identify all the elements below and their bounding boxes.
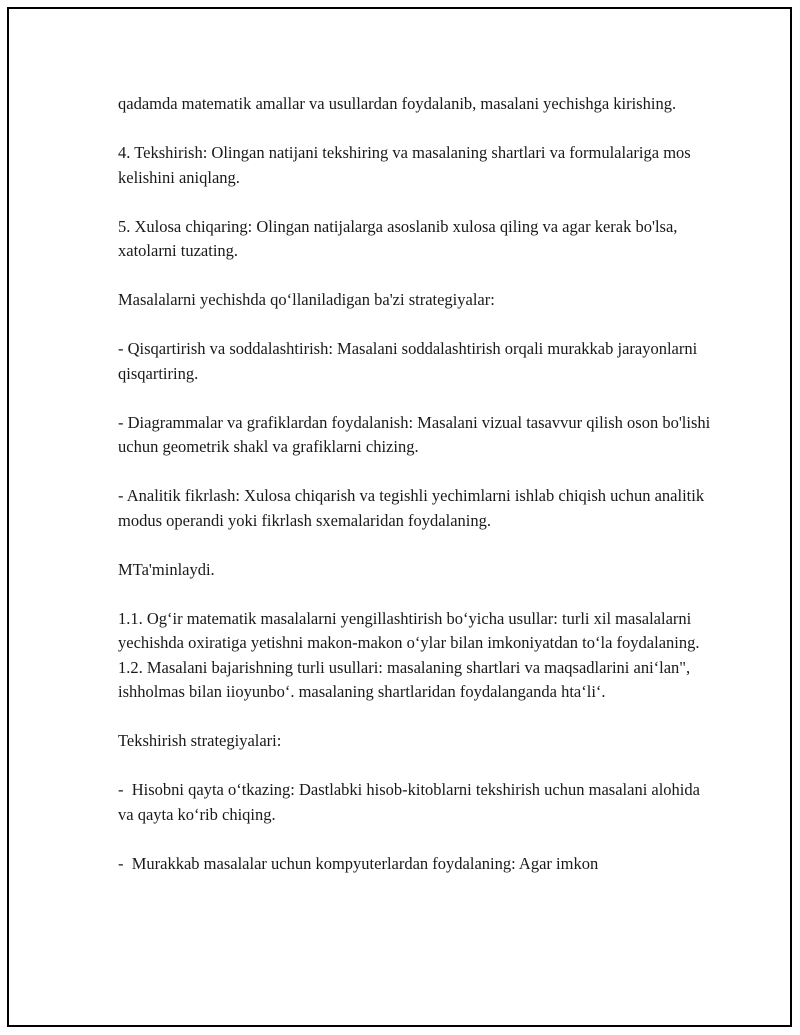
paragraph-strategies-heading: Masalalarni yechishda qo‘llaniladigan ba'zi strategiyalar: [118, 290, 495, 309]
document-body [118, 92, 718, 901]
paragraph-tekshirish-heading: Tekshirish strategiyalari: [118, 731, 282, 750]
paragraph-tekshirish-kompyuter: - Murakkab masalalar uchun kompyuterlardan foydalaning: Agar imkon [118, 853, 599, 873]
paragraph-step-4-tekshirish: 4. Tekshirish: Olingan natijani tekshiring va masalaning shartlari va formulalariga mos kelishini aniqlang. [118, 143, 695, 187]
paragraph-step-3-continuation: qadamda matematik amallar va usullardan foydalanib, masalani yechishga kirishing. [118, 94, 677, 113]
paragraph-section-1-1: 1.1. Og‘ir matematik masalalarni yengillashtirish bo‘yicha usullar: turli xil masalalarni yechishda oxiratiga yetishni makon-makon o‘ylar bilan imkoniyatdan to‘la foydalaning. [118, 608, 700, 652]
paragraph-section-1-2: 1.2. Masalani bajarishning turli usullari: masalaning shartlari va maqsadlarini ani‘lan", ishholmas bilan iioyunbo‘. masalaning shartlaridan foydalanganda hta‘li‘. [118, 657, 695, 701]
paragraph-strategy-qisqartirish: - Qisqartirish va soddalashtirish: Masalani soddalashtirish orqali murakkab jarayonlarni qisqartiring. [118, 339, 702, 383]
paragraph-step-5-xulosa: 5. Xulosa chiqaring: Olingan natijalarga asoslanib xulosa qiling va agar kerak bo'lsa, xatolarni tuzating. [118, 216, 682, 260]
paragraph-tekshirish-hisobni: - Hisobni qayta o‘tkazing: Dastlabki hisob-kitoblarni tekshirish uchun masalani alohida va qayta ko‘rib chiqing. [118, 780, 705, 824]
paragraph-strategy-diagrammalar: - Diagrammalar va grafiklardan foydalanish: Masalani vizual tasavvur qilish oson bo'lishi uchun geometrik shakl va grafiklarni chizing. [118, 412, 715, 456]
paragraph-strategy-analitik: - Analitik fikrlash: Xulosa chiqarish va tegishli yechimlarni ishlab chiqish uchun analitik modus operandi yoki fikrlash sxemalaridan foydalaning. [118, 486, 709, 530]
paragraph-taminlaydi: MTa'minlaydi. [118, 559, 215, 579]
